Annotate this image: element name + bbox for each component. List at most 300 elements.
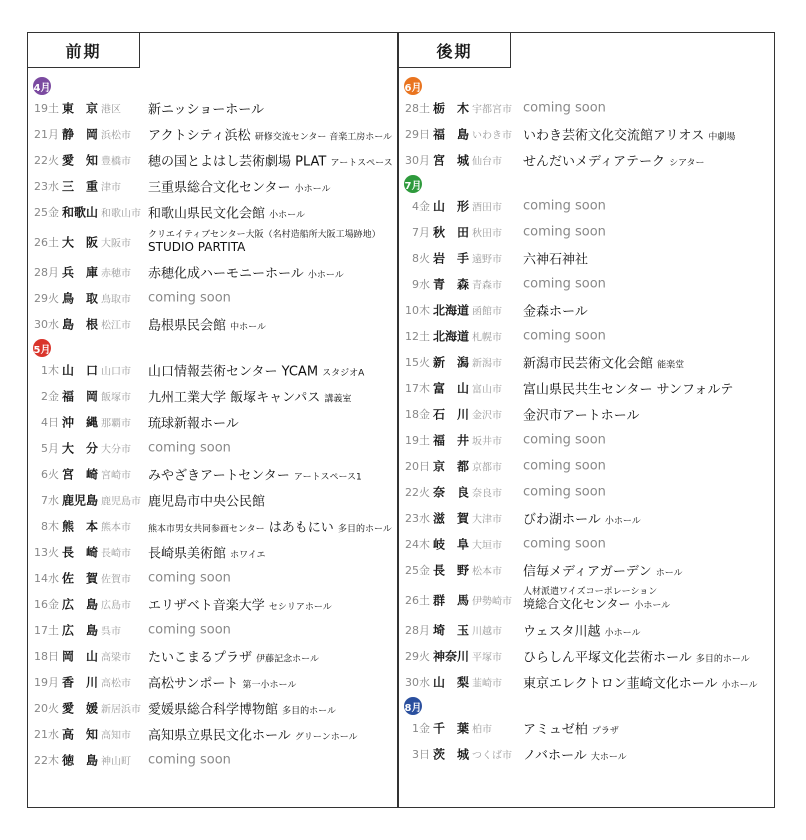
event-date: 14水	[34, 572, 59, 585]
event-date: 30月	[405, 154, 430, 167]
prefecture: 山 梨	[433, 675, 470, 690]
schedule-row	[28, 121, 397, 147]
venue-sub: セシリアホール	[268, 602, 332, 613]
venue-name: coming soon	[523, 276, 606, 292]
event-date: 18日	[34, 650, 59, 663]
schedule-row	[399, 531, 774, 557]
venue-name: はあもにい	[268, 520, 334, 536]
venue	[523, 101, 606, 116]
prefecture: 秋 田	[433, 225, 470, 240]
event-date: 21月	[34, 128, 59, 141]
city: 豊橋市	[101, 156, 131, 168]
event-date: 18金	[405, 408, 430, 421]
venue	[148, 230, 381, 254]
prefecture: 島 根	[62, 317, 99, 332]
venue	[148, 725, 358, 744]
venue-name: 六神石神社	[523, 252, 589, 268]
month-badge	[28, 337, 397, 357]
venue-sub: 小ホール	[604, 628, 641, 639]
venue-sub: 中劇場	[708, 132, 736, 143]
venue	[148, 491, 265, 510]
venue	[523, 459, 606, 474]
city: 呉市	[101, 626, 121, 638]
venue-name: 赤穂化成ハーモニーホール	[148, 266, 304, 282]
venue	[523, 509, 641, 528]
right-column-title: 後期	[399, 33, 511, 68]
schedule-row	[399, 583, 774, 617]
schedule-row	[399, 193, 774, 219]
venue-sub: 多目的ホール	[695, 654, 750, 665]
left-column-title: 前期	[28, 33, 140, 68]
venue	[148, 517, 392, 536]
event-date: 22火	[34, 154, 59, 167]
schedule-row	[399, 479, 774, 505]
event-date: 16金	[34, 598, 59, 611]
event-date: 13火	[34, 546, 59, 559]
city: 札幌市	[472, 332, 502, 344]
city: 佐賀市	[101, 574, 131, 586]
event-date: 6火	[41, 468, 59, 481]
venue-name: アミュゼ柏	[523, 722, 588, 738]
prefecture: 静 岡	[62, 127, 99, 142]
schedule-row	[28, 225, 397, 259]
venue-name: 鹿児島市中央公民館	[148, 494, 266, 510]
venue-name: エリザベト音楽大学	[148, 598, 265, 614]
venue-name: coming soon	[523, 432, 606, 448]
schedule-row	[28, 383, 397, 409]
schedule-row	[28, 591, 397, 617]
venue-sub: アートスペース	[330, 158, 393, 169]
venue-name: 富山県民共生センター サンフォルテ	[523, 382, 734, 398]
schedule-row	[28, 173, 397, 199]
prefecture: 香 川	[62, 675, 99, 690]
prefecture: 三 重	[62, 179, 99, 194]
city: 宇都宮市	[472, 104, 512, 116]
venue	[523, 277, 606, 292]
venue-sub: 小ホール	[294, 184, 331, 195]
prefecture: 京 都	[433, 459, 470, 474]
city: つくば市	[472, 750, 512, 762]
venue-name: coming soon	[523, 328, 606, 344]
event-date: 23水	[405, 512, 430, 525]
event-date: 29日	[405, 128, 430, 141]
prefecture: 長 崎	[62, 545, 99, 560]
venue	[148, 595, 332, 614]
month-label: 7月	[404, 175, 422, 193]
city: 赤穂市	[101, 268, 131, 280]
month-badge	[399, 173, 774, 193]
month-badge	[399, 695, 774, 715]
event-date: 17木	[405, 382, 430, 395]
prefecture: 青 森	[433, 277, 470, 292]
city: 松江市	[101, 320, 131, 332]
right-schedule-list	[399, 75, 774, 767]
event-date: 7月	[412, 226, 430, 239]
event-date: 19土	[405, 434, 430, 447]
venue	[523, 249, 588, 268]
venue-sub: 小ホール	[634, 601, 671, 611]
venue	[148, 543, 266, 562]
schedule-row	[28, 643, 397, 669]
city: 函館市	[472, 306, 502, 318]
schedule-row	[399, 557, 774, 583]
venue-name: coming soon	[148, 290, 231, 306]
venue-name: 琉球新報ホール	[148, 416, 239, 432]
venue-name: 高知県立県民文化ホール	[148, 728, 291, 744]
event-date: 1木	[41, 364, 59, 377]
venue	[523, 485, 606, 500]
schedule-row	[399, 741, 774, 767]
venue-name: coming soon	[523, 224, 606, 240]
prefecture: 山 口	[62, 363, 99, 378]
event-date: 10木	[405, 304, 430, 317]
venue-name: coming soon	[523, 458, 606, 474]
schedule-row	[28, 259, 397, 285]
city: 仙台市	[472, 156, 502, 168]
city: 京都市	[472, 462, 502, 474]
venue	[523, 329, 606, 344]
schedule-row	[399, 401, 774, 427]
venue-name: coming soon	[523, 536, 606, 552]
prefecture: 山 形	[433, 199, 470, 214]
venue-name: 新潟市民芸術文化会館	[523, 356, 654, 372]
city: 和歌山市	[101, 208, 141, 220]
schedule-row	[399, 643, 774, 669]
prefecture: 広 島	[62, 597, 99, 612]
schedule-row	[28, 357, 397, 383]
event-date: 4日	[41, 416, 59, 429]
prefecture: 高 知	[62, 727, 99, 742]
event-date: 19月	[34, 676, 59, 689]
event-date: 28月	[34, 266, 59, 279]
prefecture: 栃 木	[433, 101, 470, 116]
event-date: 30水	[405, 676, 430, 689]
prefecture: 佐 賀	[62, 571, 99, 586]
city: 長崎市	[101, 548, 131, 560]
schedule-row	[399, 715, 774, 741]
city: 高梁市	[101, 652, 131, 664]
venue-name: ノバホール	[523, 748, 587, 764]
prefecture: 北海道	[433, 329, 470, 344]
venue-name: 金森ホール	[523, 304, 588, 320]
venue-prefix: クリエイティブセンター大阪（名村造船所大阪工場跡地）	[148, 230, 381, 240]
city: 大分市	[101, 444, 131, 456]
event-date: 22木	[34, 754, 59, 767]
venue-name: 高松サンポート	[148, 676, 239, 692]
event-date: 24木	[405, 538, 430, 551]
city: 大津市	[472, 514, 502, 526]
schedule-row	[399, 453, 774, 479]
event-date: 7水	[41, 494, 59, 507]
venue-sub: ホワイエ	[230, 550, 266, 561]
city: 高知市	[101, 730, 131, 742]
month-badge	[399, 75, 774, 95]
venue-name: 山口情報芸術センター YCAM	[148, 364, 319, 380]
city: 鳥取市	[101, 294, 131, 306]
schedule-row	[399, 121, 774, 147]
event-date: 21水	[34, 728, 59, 741]
venue	[523, 353, 684, 372]
event-date: 4金	[412, 200, 430, 213]
city: 高松市	[101, 678, 131, 690]
schedule-row	[28, 513, 397, 539]
city: 津市	[101, 182, 121, 194]
venue-sub: アートスペース1	[293, 472, 362, 483]
event-date: 20日	[405, 460, 430, 473]
venue-name: 新ニッショーホール	[148, 102, 264, 118]
schedule-row	[399, 147, 774, 173]
event-date: 28月	[405, 624, 430, 637]
venue-name: 島根県民会館	[148, 318, 227, 334]
venue-sub: 講義室	[324, 394, 352, 405]
event-date: 5月	[41, 442, 59, 455]
venue	[523, 719, 619, 738]
venue-sub: 小ホール	[307, 270, 344, 281]
event-date: 8火	[412, 252, 430, 265]
city: 柏市	[472, 724, 492, 736]
prefecture: 千 葉	[433, 721, 470, 736]
schedule-row	[28, 539, 397, 565]
venue	[148, 673, 296, 692]
venue-name: 愛媛県総合科学博物館	[148, 702, 279, 718]
prefecture: 滋 賀	[433, 511, 470, 526]
venue-name: 長崎県美術館	[148, 546, 227, 562]
schedule-row	[399, 271, 774, 297]
schedule-row	[28, 311, 397, 337]
venue-name: 穂の国とよはし芸術劇場 PLAT	[148, 154, 327, 170]
venue-name: coming soon	[148, 622, 231, 638]
venue	[148, 441, 231, 456]
prefecture: 東 京	[62, 101, 99, 116]
schedule-row	[399, 245, 774, 271]
schedule-row	[399, 95, 774, 121]
venue-name: ひらしん平塚文化芸術ホール	[523, 650, 692, 666]
schedule-row	[399, 669, 774, 695]
venue	[148, 125, 392, 144]
event-date: 8木	[41, 520, 59, 533]
event-date: 30水	[34, 318, 59, 331]
city: 韮崎市	[472, 678, 502, 690]
event-date: 1金	[412, 722, 430, 735]
prefecture: 石 川	[433, 407, 470, 422]
venue-sub: 能楽堂	[657, 360, 685, 371]
prefecture: 鳥 取	[62, 291, 99, 306]
city: 宮崎市	[101, 470, 131, 482]
venue	[523, 125, 735, 144]
venue-name: coming soon	[523, 484, 606, 500]
prefecture: 広 島	[62, 623, 99, 638]
venue	[148, 699, 336, 718]
venue-name: アクトシティ浜松	[148, 128, 251, 144]
venue	[148, 465, 362, 484]
venue-name: coming soon	[148, 570, 231, 586]
month-label: 6月	[404, 77, 422, 95]
venue-name: みやざきアートセンター	[148, 468, 290, 484]
venue-sub: プラザ	[591, 726, 619, 737]
venue-name: 和歌山県民文化会館	[148, 206, 266, 222]
city: 酒田市	[472, 202, 502, 214]
city: 神山町	[101, 756, 131, 768]
prefecture: 熊 本	[62, 519, 99, 534]
city: 大阪市	[101, 238, 131, 250]
venue-sub: スタジオA	[322, 368, 365, 379]
schedule-row	[399, 323, 774, 349]
schedule-row	[28, 435, 397, 461]
venue-sub: 中ホール	[230, 322, 266, 333]
prefecture: 福 岡	[62, 389, 99, 404]
venue-name: ウェスタ川越	[523, 624, 601, 640]
venue-sub: シアター	[669, 158, 705, 169]
schedule-row	[399, 505, 774, 531]
event-date: 19土	[34, 102, 59, 115]
schedule-row	[28, 487, 397, 513]
prefecture: 愛 知	[62, 153, 99, 168]
city: 大垣市	[472, 540, 502, 552]
schedule-row	[399, 349, 774, 375]
city: 松本市	[472, 566, 502, 578]
prefecture: 群 馬	[433, 593, 470, 608]
venue-name: coming soon	[148, 440, 231, 456]
prefecture: 和歌山	[62, 205, 99, 220]
venue	[523, 199, 606, 214]
venue-prefix: 熊本市男女共同参画センター	[148, 524, 265, 535]
prefecture: 鹿児島	[62, 493, 99, 508]
schedule-row	[28, 747, 397, 773]
left-schedule-list	[28, 75, 397, 773]
venue	[148, 99, 264, 118]
schedule-row	[28, 285, 397, 311]
venue	[148, 647, 319, 666]
event-date: 29火	[405, 650, 430, 663]
event-date: 3日	[412, 748, 430, 761]
event-date: 25金	[405, 564, 430, 577]
prefecture: 北海道	[433, 303, 470, 318]
venue	[148, 151, 393, 170]
prefecture: 大 阪	[62, 235, 99, 250]
event-date: 22火	[405, 486, 430, 499]
schedule-row	[399, 375, 774, 401]
venue	[148, 571, 231, 586]
city: 港区	[101, 104, 121, 116]
prefecture: 岐 阜	[433, 537, 470, 552]
schedule-row	[399, 219, 774, 245]
prefecture: 富 山	[433, 381, 470, 396]
schedule-row	[28, 199, 397, 225]
venue-sub: 多目的ホール	[337, 524, 392, 535]
schedule-row	[28, 95, 397, 121]
prefecture: 埼 玉	[433, 623, 470, 638]
city: 熊本市	[101, 522, 131, 534]
venue	[148, 361, 364, 380]
venue-sub: 大ホール	[590, 752, 627, 763]
venue	[523, 433, 606, 448]
month-label: 8月	[404, 697, 422, 715]
prefecture: 福 島	[433, 127, 470, 142]
schedule-row	[28, 147, 397, 173]
venue-name: 九州工業大学 飯塚キャンパス	[148, 390, 321, 406]
venue-name: 三重県総合文化センター	[148, 180, 291, 196]
prefecture: 神奈川	[433, 649, 470, 664]
venue	[148, 291, 231, 306]
venue-sub: 多目的ホール	[282, 706, 336, 717]
venue-sub: 伊藤記念ホール	[256, 654, 319, 665]
venue	[523, 587, 670, 613]
prefecture: 岡 山	[62, 649, 99, 664]
left-column	[27, 32, 398, 808]
prefecture: 茨 城	[433, 747, 470, 762]
schedule-row	[28, 721, 397, 747]
venue	[523, 405, 639, 424]
venue-name: coming soon	[523, 100, 606, 116]
venue	[523, 151, 704, 170]
prefecture: 福 井	[433, 433, 470, 448]
city: 新潟市	[472, 358, 502, 370]
venue-name: びわ湖ホール	[523, 512, 601, 528]
city: 那覇市	[101, 418, 131, 430]
event-date: 26土	[405, 594, 430, 607]
prefecture: 奈 良	[433, 485, 470, 500]
city: 鹿児島市	[101, 496, 141, 508]
event-date: 15火	[405, 356, 430, 369]
event-date: 23水	[34, 180, 59, 193]
event-date: 25金	[34, 206, 59, 219]
prefecture: 徳 島	[62, 753, 99, 768]
venue-sub: 研修交流センター 音楽工房ホール	[254, 132, 393, 143]
venue	[148, 177, 330, 196]
event-date: 20火	[34, 702, 59, 715]
schedule-row	[28, 565, 397, 591]
schedule-row	[399, 617, 774, 643]
schedule-row	[28, 617, 397, 643]
right-column	[398, 32, 775, 808]
city: 坂井市	[472, 436, 502, 448]
venue-sub: 小ホール	[604, 516, 641, 527]
prefecture: 沖 縄	[62, 415, 99, 430]
venue	[523, 537, 606, 552]
event-date: 28土	[405, 102, 430, 115]
venue	[523, 745, 627, 764]
event-date: 12土	[405, 330, 430, 343]
event-date: 9水	[412, 278, 430, 291]
city: 新居浜市	[101, 704, 141, 716]
venue-name: たいこまるプラザ	[148, 650, 253, 666]
city: 富山市	[472, 384, 502, 396]
venue	[148, 413, 239, 432]
city: 伊勢崎市	[472, 596, 512, 608]
venue	[523, 301, 588, 320]
city: 秋田市	[472, 228, 502, 240]
venue	[523, 673, 757, 692]
venue-sub: 小ホール	[269, 210, 305, 221]
venue-name: せんだいメディアテーク	[523, 154, 665, 170]
prefecture: 兵 庫	[62, 265, 99, 280]
city: 遠野市	[472, 254, 502, 266]
venue	[523, 225, 606, 240]
prefecture: 愛 媛	[62, 701, 99, 716]
schedule-row	[399, 297, 774, 323]
venue-name: STUDIO PARTITA	[148, 240, 246, 254]
city: 平塚市	[472, 652, 502, 664]
venue-sub: 第一小ホール	[242, 680, 297, 691]
venue-prefix: 人材派遣ワイズコーポレーション	[523, 587, 658, 597]
venue-name: coming soon	[523, 198, 606, 214]
city: 山口市	[101, 366, 131, 378]
prefecture: 大 分	[62, 441, 99, 456]
venue	[523, 647, 750, 666]
schedule-row	[28, 695, 397, 721]
event-date: 17土	[34, 624, 59, 637]
venue-sub: グリーンホール	[294, 732, 358, 743]
